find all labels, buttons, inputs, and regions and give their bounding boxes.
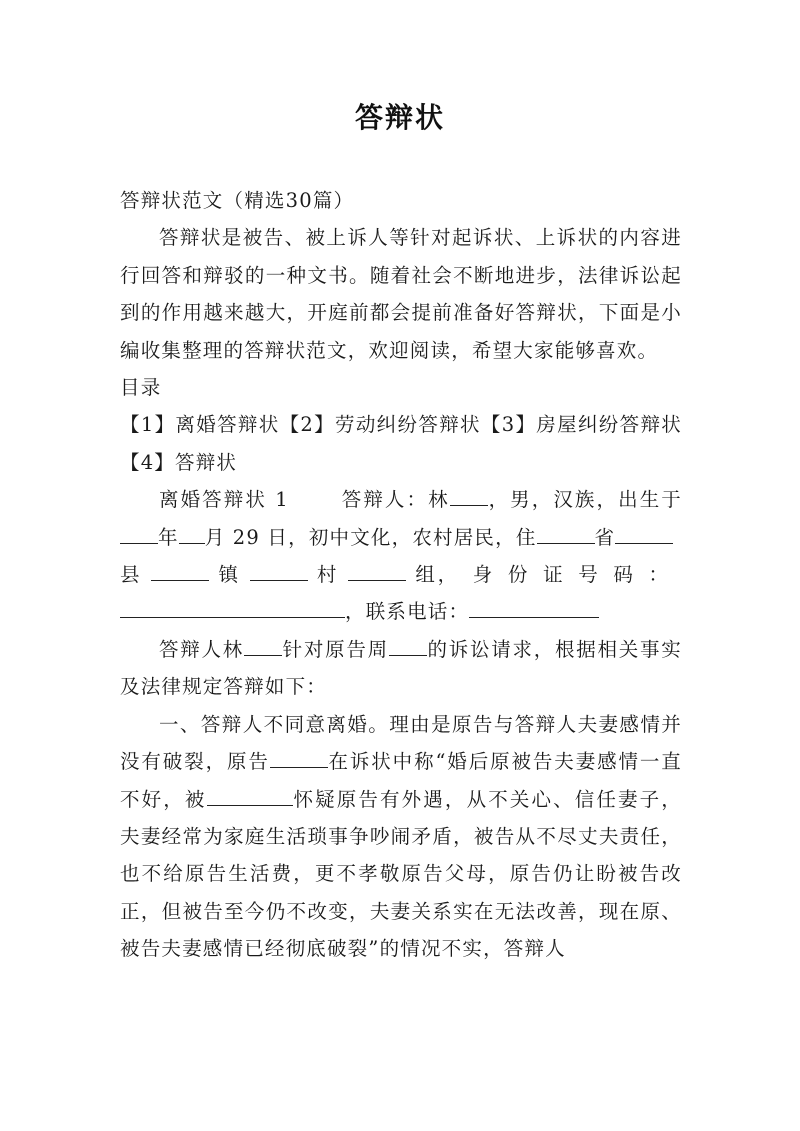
argument-one-b: 在诉状中称“婚后原被告夫妻感情一直不好，被 xyxy=(120,750,682,811)
response-intro-a: 答辩人林 xyxy=(159,637,245,661)
village-label: 村 xyxy=(316,563,340,587)
province-blank xyxy=(615,522,673,543)
name-blank xyxy=(450,485,488,506)
year-label: 年 xyxy=(158,525,179,549)
village-blank xyxy=(348,560,406,581)
subtitle: 答辩状范文（精选30篇） xyxy=(120,189,355,212)
gender-birth-text: ，男，汉族，出生于 xyxy=(487,488,682,512)
year-blank xyxy=(120,522,158,543)
plaintiff-blank xyxy=(270,747,328,768)
toc-entries: 【1】离婚答辩状【2】劳动纠纷答辩状【3】房屋纠纷答辩状【4】答辩状 xyxy=(120,413,682,474)
residence-blank xyxy=(537,522,595,543)
defendant-blank xyxy=(207,784,293,805)
response-intro-b: 针对原告周 xyxy=(282,637,389,661)
month-blank xyxy=(179,522,205,543)
defendant-info-paragraph xyxy=(120,481,682,556)
response-intro-c: 的诉讼请求，根据相关事实及法律规定答辩如下： xyxy=(120,637,682,699)
respondent-name-blank xyxy=(244,634,282,655)
phone-blank xyxy=(469,597,599,618)
county-blank xyxy=(151,560,209,581)
document-title: 答辩状 xyxy=(354,101,445,134)
town-blank xyxy=(250,560,308,581)
defendant-name-label: 答辩人：林 xyxy=(340,488,450,512)
phone-label: ，联系电话： xyxy=(345,600,470,624)
birth-detail-text: 月 29 日，初中文化，农村居民，住 xyxy=(204,525,537,549)
response-intro-paragraph xyxy=(120,631,682,706)
document-body xyxy=(120,182,682,968)
argument-one-paragraph xyxy=(120,706,682,968)
county-label: 县 xyxy=(120,563,143,587)
address-line xyxy=(120,556,682,593)
id-label: ，身份证号码： xyxy=(437,563,682,587)
argument-one-a: 一、答辩人不同意离婚。理由是原告与答辩人夫妻感情并没有破裂，原告 xyxy=(120,712,682,774)
section-heading: 离婚答辩状 1 xyxy=(159,488,289,512)
intro-paragraph: 答辩状是被告、被上诉人等针对起诉状、上诉状的内容进行回答和辩驳的一种文书。随着社会不断地进步，法律诉讼起到的作用越来越大，开庭前都会提前准备好答辩状，下面是小编收集整理的答辩状范文，欢迎阅读，希望大家能够喜欢。 xyxy=(120,226,682,362)
province-label: 省 xyxy=(594,525,616,549)
argument-one-c: 怀疑原告有外遇，从不关心、信任妻子，夫妻经常为家庭生活琐事争吵闹矛盾，被告从不尽丈夫责任，也不给原告生活费，更不孝敬原告父母，原告仍让盼被告改正，但被告至今仍不改变，夫妻关系实在无法改善，现在原、被告夫妻感情已经彻底破裂”的情况不实，答辩人 xyxy=(120,787,682,961)
id-number-blank xyxy=(120,597,345,618)
plaintiff-name-blank xyxy=(389,634,427,655)
town-label: 镇 xyxy=(218,563,241,587)
phone-line xyxy=(120,593,682,630)
toc-label: 目录 xyxy=(120,376,162,400)
group-label: 组 xyxy=(415,563,438,587)
